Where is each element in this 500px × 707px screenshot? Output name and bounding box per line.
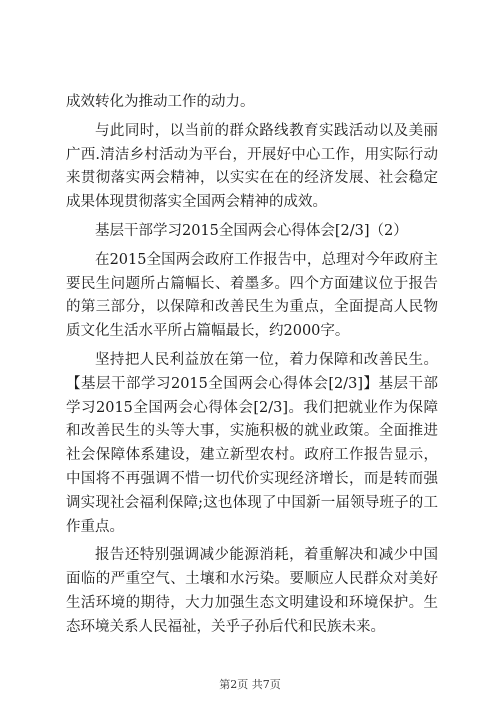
paragraph-meanwhile: 与此同时，以当前的群众路线教育实践活动以及美丽广西.清洁乡村活动为平台，开展好中心工作，用实际行动来贯彻落实两会精神，以实实在在的经济发展、社会稳定成果体现贯彻落实全国两会精神的成效。 [66,122,438,211]
paragraph-people-interest: 坚持把人民利益放在第一位，着力保障和改善民生。【基层干部学习2015全国两会心得体会[2/3]】基层干部学习2015全国两会心得体会[2/3]。我们把就业作为保障和改善民生的头等大事，实施积极的就业政策。全面推进社会保障体系建设，建立新型农村。政府工作报告显示，中国将不再强调不惜一切代价实现经济增长，而是转而强调实现社会福利保障;这也体现了中国新一届领导班子的工作重点。 [66,351,438,535]
section-heading: 基层干部学习2015全国两会心得体会[2/3]（2） [95,222,408,239]
paragraph-report: 在2015全国两会政府工作报告中，总理对今年政府主要民生问题所占篇幅长、着墨多。四个方面建议位于报告的第三部分，以保障和改善民生为重点，全面提高人民物质文化生活水平所占篇幅最长，约2000字。 [66,251,438,340]
page-number-footer: 第2页 共7页 [219,678,281,691]
paragraph-continuation: 成效转化为推动工作的动力。 [66,94,255,110]
document-body [66,91,438,640]
paragraph-environment: 报告还特别强调减少能源消耗，着重解决和减少中国面临的严重空气、土壤和水污染。要顺应人民群众对美好生活环境的期待，大力加强生态文明建设和环境保护。生态环境关系人民福祉，关乎子孙后代和民族未来。 [66,547,438,635]
